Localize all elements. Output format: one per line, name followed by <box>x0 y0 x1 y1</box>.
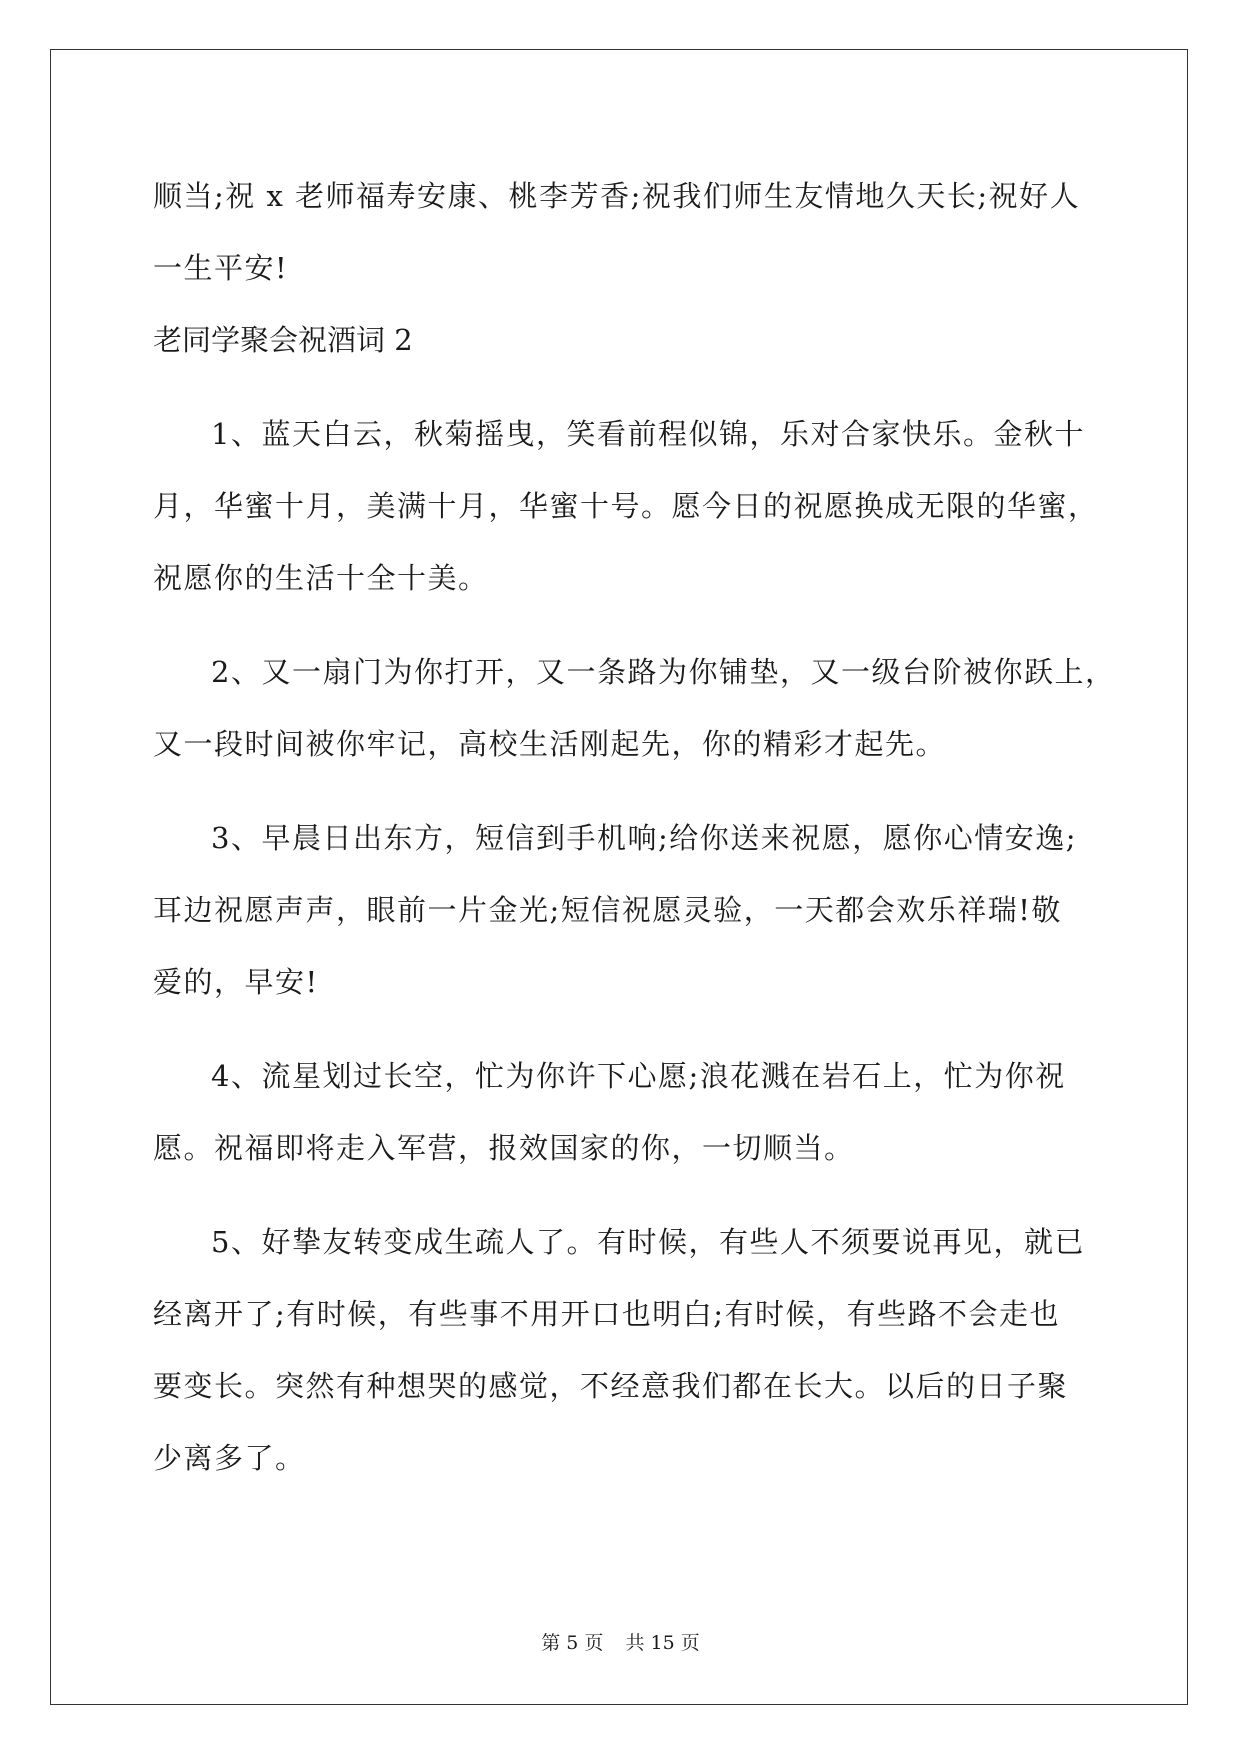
paragraph-line: 耳边祝愿声声，眼前一片金光;短信祝愿灵验，一天都会欢乐祥瑞!敬 <box>153 893 1062 927</box>
document-body <box>153 160 1116 1494</box>
paragraph-line: 2、又一扇门为你打开，又一条路为你铺垫，又一级台阶被你跃上， <box>211 655 1116 689</box>
section-title: 老同学聚会祝酒词 2 <box>153 323 413 357</box>
paragraph-line: 祝愿你的生活十全十美。 <box>153 561 489 595</box>
intro-line: 顺当;祝 x 老师福寿安康、桃李芳香;祝我们师生友情地久天长;祝好人 <box>153 179 1081 213</box>
page-total: 共 15 页 <box>625 1632 700 1654</box>
paragraph-3 <box>153 802 1093 1018</box>
paragraph-line: 5、好挚友转变成生疏人了。有时候，有些人不须要说再见，就已 <box>211 1225 1085 1259</box>
paragraph-line: 4、流星划过长空，忙为你许下心愿;浪花溅在岩石上，忙为你祝 <box>211 1059 1066 1093</box>
paragraph-4 <box>153 1040 1093 1184</box>
paragraph-line: 愿。祝福即将走入军营，报效国家的你，一切顺当。 <box>153 1131 855 1165</box>
paragraph-line: 3、早晨日出东方，短信到手机响;给你送来祝愿，愿你心情安逸; <box>211 821 1077 855</box>
paragraph-line: 少离多了。 <box>153 1441 306 1475</box>
page-footer <box>0 1628 1241 1655</box>
page-number: 第 5 页 <box>541 1632 604 1654</box>
paragraph-line: 1、蓝天白云，秋菊摇曳，笑看前程似锦，乐对合家快乐。金秋十 <box>211 417 1085 451</box>
paragraph-line: 要变长。突然有种想哭的感觉，不经意我们都在长大。以后的日子聚 <box>153 1369 1069 1403</box>
intro-line: 一生平安! <box>153 251 289 285</box>
paragraph-2 <box>153 636 1116 780</box>
paragraph-line: 经离开了;有时候，有些事不用开口也明白;有时候，有些路不会走也 <box>153 1297 1061 1331</box>
paragraph-line: 月，华蜜十月，美满十月，华蜜十号。愿今日的祝愿换成无限的华蜜， <box>153 489 1099 523</box>
paragraph-line: 爱的，早安! <box>153 965 319 999</box>
paragraph-line: 又一段时间被你牢记，高校生活刚起先，你的精彩才起先。 <box>153 727 947 761</box>
paragraph-1 <box>153 398 1099 614</box>
paragraph-5 <box>153 1206 1093 1494</box>
